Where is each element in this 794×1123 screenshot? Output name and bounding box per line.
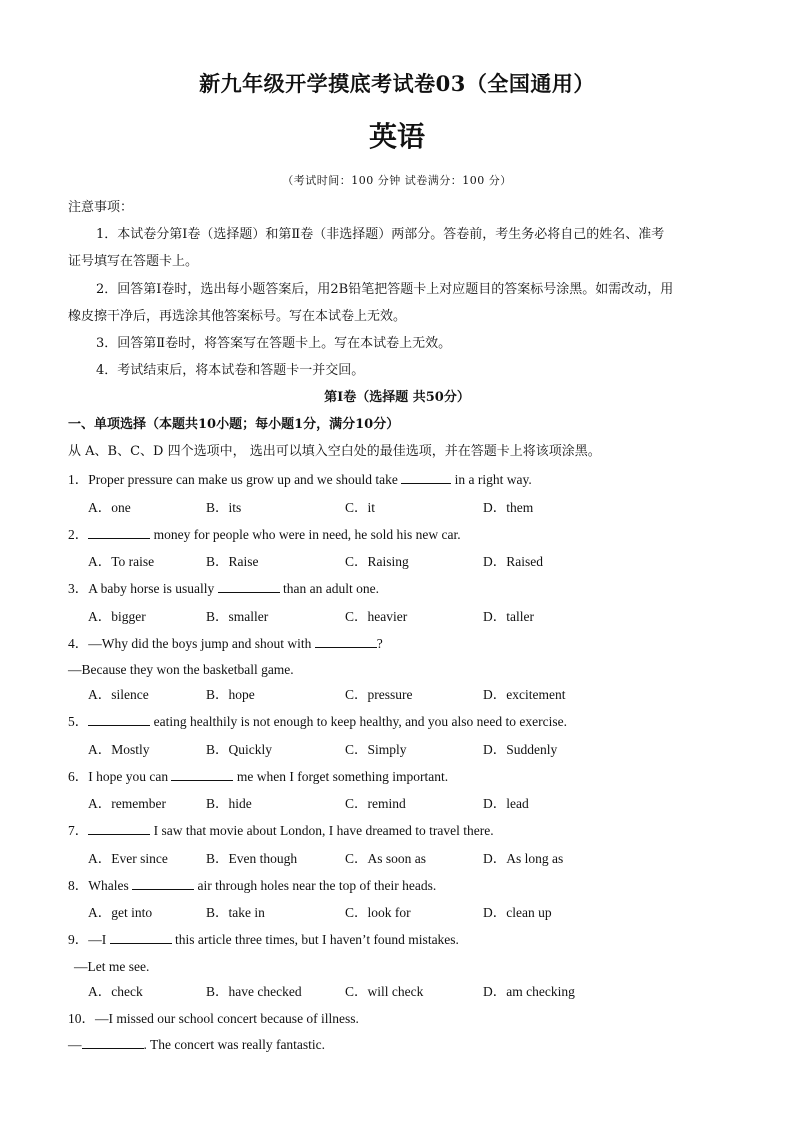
option-b[interactable]: B．have checked <box>206 984 302 999</box>
option-c[interactable]: C．remind <box>345 796 406 811</box>
notice-heading: 注意事项： <box>68 200 134 215</box>
notice-item-4: 4．考试结束后，将本试卷和答题卡一并交回。 <box>96 363 365 378</box>
option-c[interactable]: C．look for <box>345 905 411 920</box>
option-a[interactable]: A．Mostly <box>88 742 150 757</box>
question-10-response: — . The concert was really fantastic. <box>68 1037 326 1052</box>
option-a[interactable]: A．remember <box>88 796 166 811</box>
option-b[interactable]: B．hide <box>206 796 252 811</box>
question-9-response: —Let me see. <box>74 959 150 974</box>
answer-blank[interactable] <box>315 635 377 648</box>
notice-item-3: 3．回答第Ⅱ卷时，将答案写在答题卡上。写在本试卷上无效。 <box>96 336 452 351</box>
section-instruction: 从 A、B、C、D 四个选项中， 选出可以填入空白处的最佳选项，并在答题卡上将该项涂黑。 <box>68 444 601 459</box>
option-d[interactable]: D．am checking <box>483 984 575 999</box>
option-b[interactable]: B．take in <box>206 905 265 920</box>
question-8: 8．Whales air through holes near the top of their heads. <box>68 878 437 893</box>
option-b[interactable]: B．smaller <box>206 609 269 624</box>
question-3: 3．A baby horse is usually than an adult one. <box>68 581 379 596</box>
option-b[interactable]: B．Quickly <box>206 742 272 757</box>
option-c[interactable]: C．Simply <box>345 742 407 757</box>
option-d[interactable]: D．excitement <box>483 687 566 702</box>
option-c[interactable]: C．will check <box>345 984 424 999</box>
answer-blank[interactable] <box>132 877 194 890</box>
option-a[interactable]: A．To raise <box>88 554 155 569</box>
answer-blank[interactable] <box>88 713 150 726</box>
option-b[interactable]: B．its <box>206 500 242 515</box>
option-a[interactable]: A．get into <box>88 905 153 920</box>
notice-item-2-cont: 橡皮擦干净后，再选涂其他答案标号。写在本试卷上无效。 <box>68 309 407 324</box>
option-d[interactable]: D．Suddenly <box>483 742 558 757</box>
question-6: 6．I hope you can me when I forget something important. <box>68 769 449 784</box>
option-a[interactable]: A．silence <box>88 687 149 702</box>
question-7: 7． I saw that movie about London, I have dreamed to travel there. <box>68 823 494 838</box>
option-d[interactable]: D．As long as <box>483 851 564 866</box>
option-a[interactable]: A．bigger <box>88 609 146 624</box>
subject-title: 英语 <box>368 120 425 153</box>
answer-blank[interactable] <box>218 580 280 593</box>
part1-heading: 第I卷（选择题 共50分） <box>324 390 470 405</box>
option-c[interactable]: C．heavier <box>345 609 408 624</box>
answer-blank[interactable] <box>401 471 451 484</box>
option-d[interactable]: D．them <box>483 500 534 515</box>
option-d[interactable]: D．lead <box>483 796 529 811</box>
option-b[interactable]: B．hope <box>206 687 255 702</box>
notice-item-2: 2．回答第Ⅰ卷时，选出每小题答案后，用2B铅笔把答题卡上对应题目的答案标号涂黑。如需改动，用 <box>96 282 674 297</box>
option-d[interactable]: D．taller <box>483 609 534 624</box>
question-9: 9．—I this article three times, but I haven’t found mistakes. <box>68 932 459 947</box>
option-c[interactable]: C．pressure <box>345 687 413 702</box>
option-b[interactable]: B．Raise <box>206 554 259 569</box>
exam-title: 新九年级开学摸底考试卷03（全国通用） <box>199 71 595 96</box>
option-c[interactable]: C．As soon as <box>345 851 427 866</box>
notice-item-1-cont: 证号填写在答题卡上。 <box>68 254 199 269</box>
answer-blank[interactable] <box>110 931 172 944</box>
option-a[interactable]: A．Ever since <box>88 851 168 866</box>
option-d[interactable]: D．clean up <box>483 905 552 920</box>
section-heading: 一、单项选择（本题共10小题；每小题1分，满分10分） <box>68 417 400 432</box>
option-a[interactable]: A．check <box>88 984 143 999</box>
question-10: 10．—I missed our school concert because of illness. <box>68 1011 359 1026</box>
answer-blank[interactable] <box>88 526 150 539</box>
exam-meta: （考试时间：100 分钟 试卷满分：100 分） <box>282 174 512 187</box>
question-5: 5． eating healthily is not enough to keep healthy, and you also need to exercise. <box>68 714 568 729</box>
option-b[interactable]: B．Even though <box>206 851 298 866</box>
option-c[interactable]: C．it <box>345 500 376 515</box>
option-a[interactable]: A．one <box>88 500 131 515</box>
question-2: 2． money for people who were in need, he sold his new car. <box>68 527 461 542</box>
question-4: 4．—Why did the boys jump and shout with ? <box>68 636 383 651</box>
answer-blank[interactable] <box>82 1036 144 1049</box>
option-c[interactable]: C．Raising <box>345 554 409 569</box>
answer-blank[interactable] <box>171 768 233 781</box>
answer-blank[interactable] <box>88 822 150 835</box>
question-4-response: —Because they won the basketball game. <box>68 662 294 677</box>
option-d[interactable]: D．Raised <box>483 554 543 569</box>
notice-item-1: 1．本试卷分第Ⅰ卷（选择题）和第Ⅱ卷（非选择题）两部分。答卷前，考生务必将自己的姓名、准考 <box>96 227 665 242</box>
question-1: 1．Proper pressure can make us grow up and we should take in a right way. <box>68 472 532 487</box>
